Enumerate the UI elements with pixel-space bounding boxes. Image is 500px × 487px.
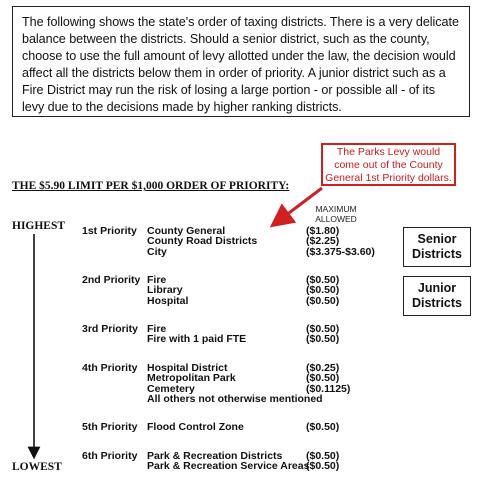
- max-amount: ($0.50): [306, 450, 340, 462]
- district-name: Park & Recreation Districts: [147, 450, 283, 462]
- district-name: Fire: [147, 274, 167, 286]
- amount-list: [306, 275, 339, 306]
- senior-districts-box: [403, 227, 471, 267]
- district-name: Flood Control Zone: [147, 421, 244, 433]
- priority-label: 5th Priority: [82, 421, 138, 433]
- district-list: [147, 451, 309, 472]
- callout-line: come out of the County: [334, 159, 443, 171]
- callout-line: General 1st Priority dollars.: [325, 172, 452, 184]
- district-name: Hospital District: [147, 362, 228, 374]
- district-list: [147, 363, 323, 404]
- max-amount: ($0.50): [306, 323, 340, 335]
- district-name: Cemetery: [147, 382, 195, 395]
- max-amount: ($0.50): [306, 284, 340, 297]
- district-list: [147, 275, 188, 306]
- tier-label-line: Junior: [417, 281, 457, 295]
- district-name: Park & Recreation Service Areas: [147, 460, 310, 473]
- district-name: County Road Districts: [147, 235, 258, 248]
- amount-list: [306, 451, 339, 472]
- max-amount: ($0.50): [306, 372, 340, 385]
- district-name: Hospital: [147, 294, 189, 307]
- tier-label-line: Districts: [411, 247, 463, 261]
- priority-label: 6th Priority: [82, 450, 138, 462]
- max-amount: ($0.50): [306, 274, 340, 286]
- district-name: City: [147, 245, 167, 258]
- district-name: Fire: [147, 323, 167, 335]
- district-list: [147, 422, 244, 432]
- priority-label: 4th Priority: [82, 362, 138, 374]
- district-list: [147, 226, 257, 257]
- max-amount: ($0.1125): [306, 382, 351, 395]
- max-amount: ($0.50): [306, 421, 340, 433]
- priority-label: 3rd Priority: [82, 323, 139, 335]
- district-name: County General: [147, 225, 226, 237]
- amount-list: [306, 324, 339, 345]
- max-amount: ($1.80): [306, 225, 340, 237]
- amount-list: [306, 422, 339, 432]
- limit-title: THE $5.90 LIMIT PER $1,000 ORDER OF PRIORITY:: [12, 180, 290, 192]
- max-amount: ($0.25): [306, 362, 340, 374]
- priority-label: 1st Priority: [82, 225, 137, 237]
- district-name: Metropolitan Park: [147, 372, 236, 385]
- priority-label: 2nd Priority: [82, 274, 141, 286]
- intro-text: The following shows the state's order of taxing districts. There is a very delicate balance between the districts. Should a senior district, such as the county, choose to use the full amount of levy allotted under the law, the decision would affect all the districts below them in order of priority. A junior district such as a Fire District may run the risk of losing a large portion - or possible all - of its levy due to the decisions made by higher ranking districts.: [22, 15, 459, 114]
- tier-label-line: Senior: [417, 232, 457, 246]
- callout-line: The Parks Levy would: [336, 146, 441, 158]
- max-amount: ($3.375-$3.60): [306, 245, 375, 258]
- junior-districts-box: [403, 276, 471, 316]
- district-name: Fire with 1 paid FTE: [147, 333, 247, 346]
- amount-list: [306, 363, 350, 394]
- max-amount: ($0.50): [306, 294, 340, 307]
- district-name: All others not otherwise mentioned: [147, 392, 323, 405]
- district-list: [147, 324, 246, 345]
- district-name: Library: [147, 284, 183, 297]
- amount-list: [306, 226, 375, 257]
- max-amount: ($2.25): [306, 235, 340, 248]
- tier-label-line: Districts: [411, 296, 463, 310]
- max-allowed-header: MAXIMUM ALLOWED: [315, 204, 357, 224]
- lowest-label: LOWEST: [12, 461, 62, 473]
- highest-label: HIGHEST: [12, 220, 66, 232]
- max-amount: ($0.50): [306, 460, 340, 473]
- max-amount: ($0.50): [306, 333, 340, 346]
